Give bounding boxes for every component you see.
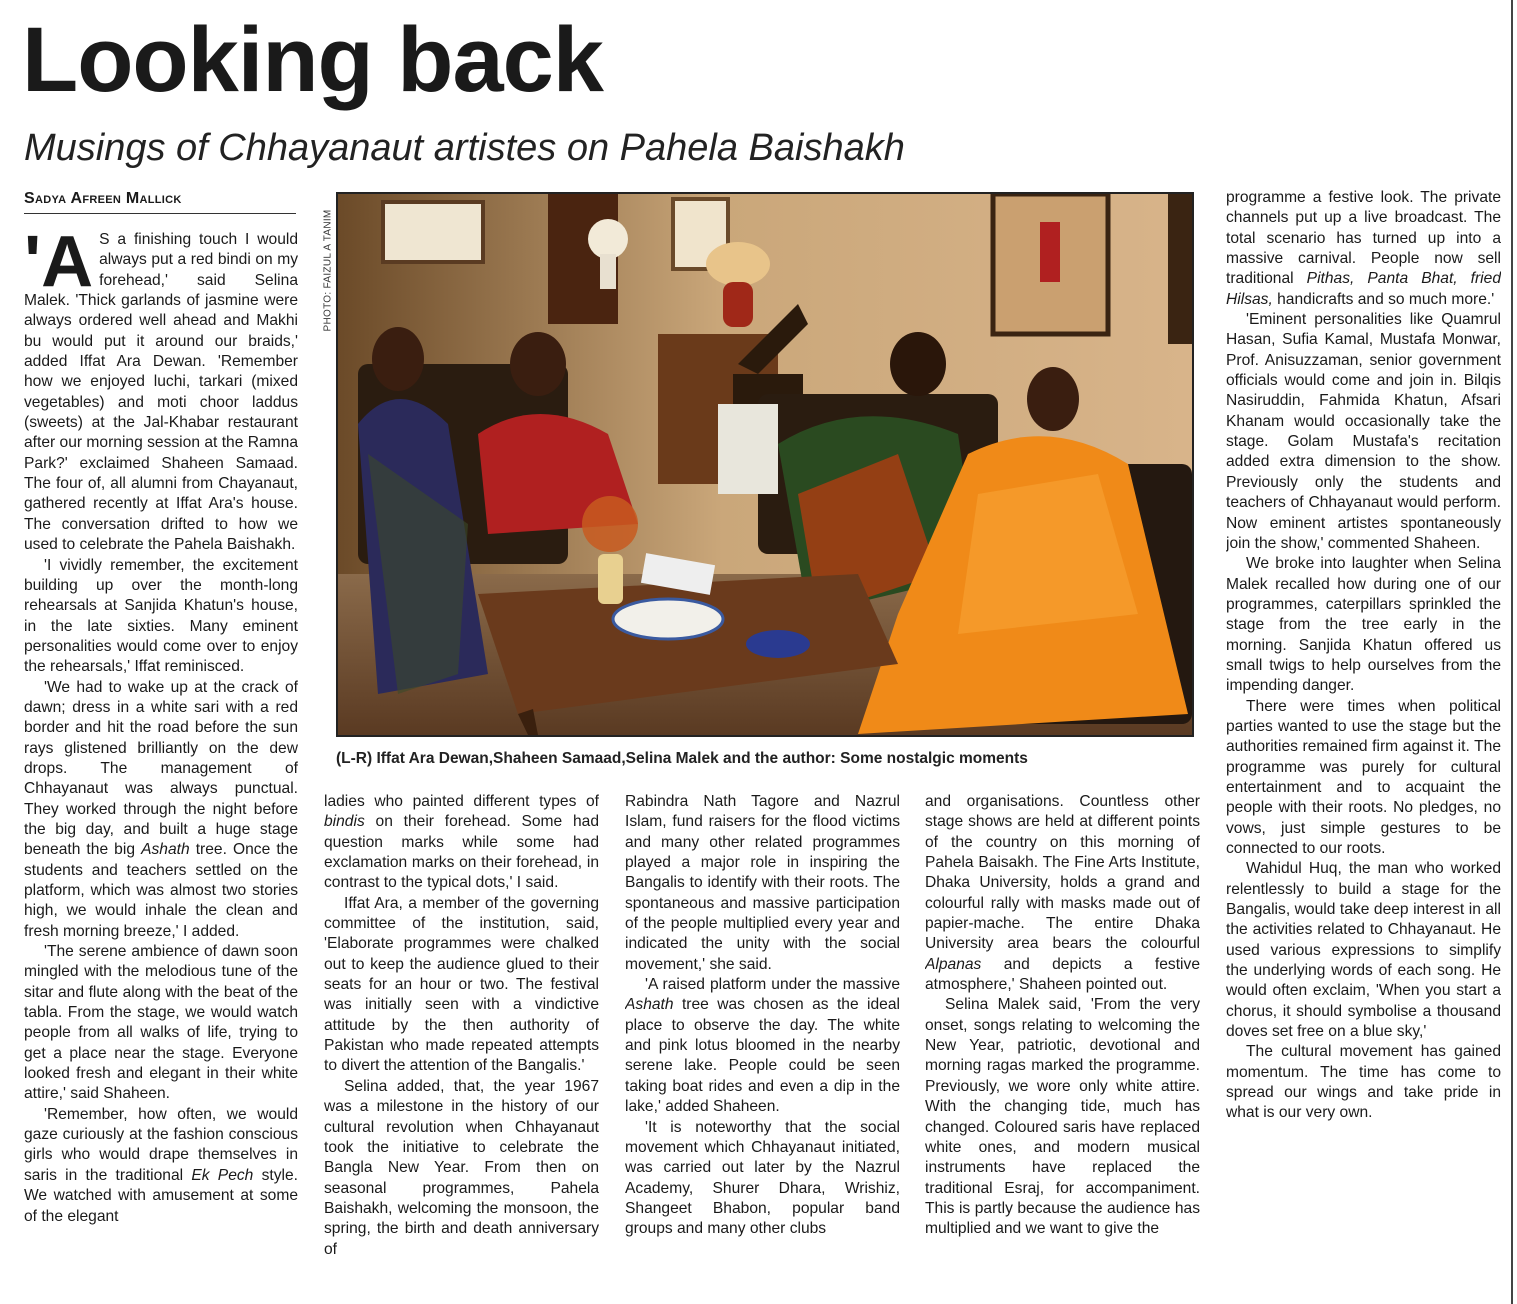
col5-text-a: programme a festive look. The private channels put up a live broadcast. The total scenario has turned up into a massive carnival. People now sell traditional bbox=[1226, 189, 1501, 288]
paragraph-5-text-a: 'Remember, how often, we would gaze curiously at the fashion conscious girls who would drape themselves in saris in the traditional bbox=[24, 1105, 298, 1184]
col5-text-b: handicrafts and so much more.' bbox=[1272, 290, 1495, 308]
paragraph-9: 'It is noteworthy that the social movement which Chhayanaut initiated, was carried out later by the Nazrul Academy, Shurer Dhara, Wrishiz, Shangeet Bhabon, popular band groups and many other clubs bbox=[625, 1118, 900, 1238]
headline: Looking back bbox=[22, 9, 603, 111]
byline: Sadya Afreen Mallick bbox=[24, 190, 296, 214]
col3-italic: Ashath bbox=[625, 996, 674, 1014]
article-column-2 bbox=[324, 792, 599, 1304]
vase bbox=[600, 254, 616, 289]
paragraph-1 bbox=[24, 230, 298, 556]
paragraph-8 bbox=[625, 975, 900, 1117]
person-4-head bbox=[1027, 367, 1079, 431]
photo-caption: (L-R) Iffat Ara Dewan,Shaheen Samaad,Selina Malek and the author: Some nostalgic moments bbox=[336, 750, 1028, 767]
painting-red-detail bbox=[1040, 222, 1060, 282]
decorative-plate bbox=[613, 599, 723, 639]
article-column-5 bbox=[1226, 188, 1501, 1268]
lamp-shade bbox=[706, 242, 770, 286]
col3-text-a: 'A raised platform under the massive bbox=[645, 976, 900, 994]
photo-credit-text: PHOTO: FAIZUL A TANIM bbox=[322, 209, 334, 332]
page-edge-rule bbox=[1511, 0, 1513, 1304]
wall-painting-left bbox=[383, 202, 483, 262]
paragraph-14: Wahidul Huq, the man who worked relentlessly to build a stage for the Bangalis, would take deep interest in all the activities related to Chhayanaut. He used various expressions to simplify the underlying words of each song. He would often exclaim, 'When you start a chorus, it should symbolise a thousand doves set free on a blue sky,' bbox=[1226, 860, 1501, 1041]
photo-illustration bbox=[338, 194, 1192, 735]
paragraph-3 bbox=[24, 678, 298, 942]
flower-vase bbox=[598, 554, 623, 604]
paragraph-4: 'The serene ambience of dawn soon mingled with the melodious tune of the sitar and flute along with the beat of the tabla. From the stage, we would watch people from all walks of life, trying to get a place near the stage. Everyone looked fresh and elegant in their white attire,' said Shaheen. bbox=[24, 943, 298, 1103]
paragraph-11: 'Eminent personalities like Quamrul Hasan, Sufia Kamal, Mustafa Monwar, Prof. Anisuzzaman, senior government officials would come and join in. Bilqis Nasiruddin, Fahmida Khatun, Afsari Khanam would occasionally take the stage. Golam Mustafa's recitation added extra dimension to the show. Previously only the students and teachers of Chhayanaut would perform. Now eminent artistes spontaneously join the show,' commented Shaheen. bbox=[1226, 311, 1501, 552]
drop-cap: 'A bbox=[24, 230, 94, 302]
col3-text-b: tree was chosen as the ideal place to observe the day. The white and pink lotus bloomed in the nearby serene lake. People could be seen taking boat rides and even a dip in the lake,' added Shaheen. bbox=[625, 996, 900, 1116]
article-column-4 bbox=[925, 792, 1200, 1304]
table-flowers bbox=[582, 496, 638, 552]
photo bbox=[336, 192, 1194, 737]
paragraph-10: Selina Malek said, 'From the very onset, songs relating to welcoming the New Year, patriotic, devotional and morning ragas marked the programme. Previously, we wore only white attire. With the changing tide, much has changed. Coloured saris have replaced white ones, and modern musical instruments have replaced the traditional Esraj, for accompaniment. This is partly because the audience has multiplied and we want to give the bbox=[925, 996, 1200, 1238]
paragraph-3-text-b: tree. Once the students and teachers settled on the platform, which was almost two stories high, we would inhale the clean and fresh morning breeze,' I added. bbox=[24, 841, 298, 940]
frame-edge bbox=[1168, 194, 1192, 344]
paragraph-7-cont: Rabindra Nath Tagore and Nazrul Islam, fund raisers for the flood victims and many other related programmes played a major role in inspiring the Bangalis to identify with their roots. The spontaneous and massive participation of the people multiplied every year and indicated the unity with the social movement,' she said. bbox=[625, 793, 900, 973]
person-2-head bbox=[510, 332, 566, 396]
paragraph-10-cont bbox=[1226, 188, 1501, 310]
photo-credit bbox=[316, 196, 336, 336]
col2-text-a: ladies who painted different types of bbox=[324, 793, 599, 810]
paragraph-5-italic: Ek Pech bbox=[191, 1166, 254, 1184]
paragraph-12: We broke into laughter when Selina Malek recalled how during one of our programmes, caterpillars sprinkled the stage from the tree early in the morning. Sanjida Khatun offered us small twigs to help ourselves from the impending danger. bbox=[1226, 555, 1501, 695]
flowers bbox=[588, 219, 628, 259]
paragraph-3-italic: Ashath bbox=[141, 841, 190, 859]
lamp-base bbox=[723, 282, 753, 327]
person-3-head bbox=[890, 332, 946, 396]
col2-italic: bindis bbox=[324, 813, 365, 831]
paragraph-5 bbox=[24, 1105, 298, 1227]
col4-italic: Alpanas bbox=[925, 955, 982, 973]
col4-text-b: and depicts a festive atmosphere,' Shaheen pointed out. bbox=[925, 955, 1200, 994]
col2-text-b: on their forehead. Some had question marks while some had exclamation marks on their forehead, in contrast to the typical dots,' I said. bbox=[324, 813, 599, 892]
blue-bowl bbox=[746, 630, 810, 658]
paragraph-6: Iffat Ara, a member of the governing committee of the institution, said, 'Elaborate programmes were chalked out to keep the audience glued to their seats for an hour or two. The festival was initially seen with a vindictive attitude by the then authority of Pakistan who made repeated attempts to divert the attention of the Bangalis.' bbox=[324, 894, 599, 1075]
paragraph-2: 'I vividly remember, the excitement building up over the month-long rehearsals at Sanjida Khatun's house, in the late sixties. Many eminent personalities would come over to enjoy the rehearsals,' Iffat reminisced. bbox=[24, 556, 298, 676]
person-1-head bbox=[372, 327, 424, 391]
paragraph-15: The cultural movement has gained momentum. The time has come to spread our wings and take pride in what is our very own. bbox=[1226, 1043, 1501, 1122]
paragraph-3-text-a: 'We had to wake up at the crack of dawn; dress in a white sari with a red border and hit the road before the sun rays glistened brilliantly on the dew drops. The management of Chhayanaut was always punctual. They worked through the night before the big day, and built a huge stage beneath the big bbox=[24, 678, 298, 859]
article-column-3 bbox=[625, 792, 900, 1304]
col4-text-a: and organisations. Countless other stage shows are held at different points of the country on this morning of Pahela Baisakh. The Fine Arts Institute, Dhaka University, holds a grand and colourful rally with masks made out of papier-mache. The entire Dhaka University area bears the colourful bbox=[925, 793, 1200, 953]
article-column-1 bbox=[24, 230, 298, 1304]
paragraph-13: There were times when political parties wanted to use the stage but the authorities remained firm against it. The programme was purely for cultural entertainment and to acquaint the people with their roots. No pledges, no vows, just simple gestures to be connected to our roots. bbox=[1226, 697, 1501, 857]
cushion-white bbox=[718, 404, 778, 494]
paragraph-7: Selina added, that, the year 1967 was a milestone in the history of our cultural revolution when Chhayanaut took the initiative to celebrate the Bangla New Year. From then on seasonal programmes, Pahela Baishakh, welcoming the monsoon, the spring, the birth and death anniversary of bbox=[324, 1077, 599, 1258]
paragraph-5-text-b: style. We watched with amusement at some of the elegant bbox=[24, 1166, 298, 1225]
paragraph-1-text: S a finishing touch I would always put a red bindi on my forehead,' said Selina Malek. 'Thick garlands of jasmine were always ordered well ahead and Makhi bu would put it around our braids,' added Iffat Ara Dewan. 'Remember how we enjoyed luchi, tarkari (mixed vegetables) and moti choor laddus (sweets) at the Jal-Khabar restaurant after our morning session at the Ramna Park?' exclaimed Shaheen Samaad. The four of, all alumni from Chayanaut, gathered recently at Iffat Ara's house. The conversation drifted to how we used to celebrate the Pahela Baishakh. bbox=[24, 231, 298, 554]
paragraph-5-cont bbox=[324, 792, 599, 894]
paragraph-9-cont bbox=[925, 792, 1200, 995]
col5-italic: Pithas, Panta Bhat, fried Hilsas, bbox=[1226, 270, 1501, 308]
subhead: Musings of Chhayanaut artistes on Pahela Baishakh bbox=[24, 127, 905, 169]
